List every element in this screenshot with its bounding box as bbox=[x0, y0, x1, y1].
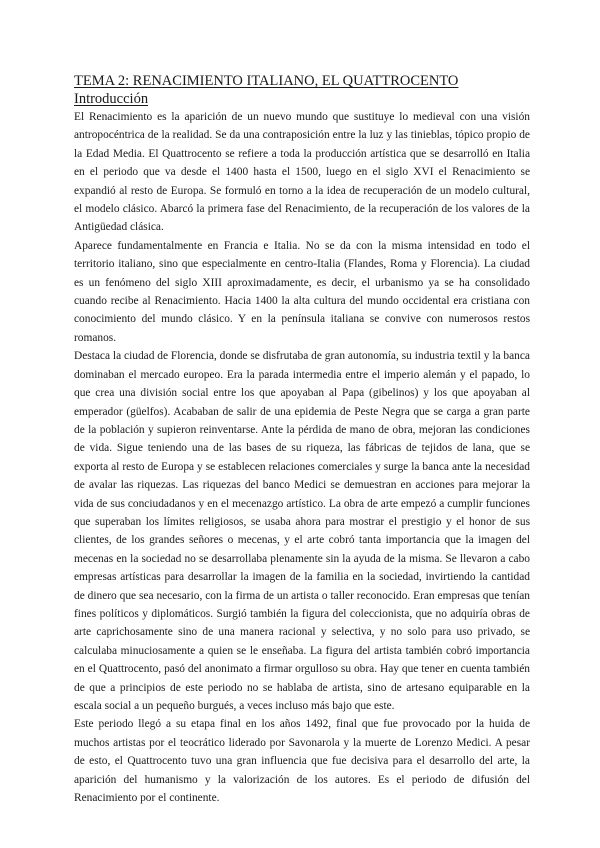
document-title: TEMA 2: RENACIMIENTO ITALIANO, EL QUATTROCENTO bbox=[74, 73, 459, 89]
paragraph-3: Destaca la ciudad de Florencia, donde se disfrutaba de gran autonomía, su industria textil y la banca dominaban el mercado europeo. Era la parada intermedia entre el imperio alemán y el papado, lo que crea una división social entre los que apoyaban al Papa (gibelinos) y los que apoyaban al emperador (güelfos). Acababan de salir de una epidemia de Peste Negra que se carga a gran parte de la población y supieron reinventarse. Ante la pérdida de mano de obra, mejoran las condiciones de vida. Sigue teniendo una de las bases de su riqueza, las fábricas de tejidos de lana, que se exporta al resto de Europa y se establecen relaciones comerciales y surge la banca ante la necesidad de avalar las riquezas. Las riquezas del banco Medici se demuestran en acciones para mejorar la vida de sus conciudadanos y en el mecenazgo artístico. La obra de arte empezó a cumplir funciones que superaban los límites religiosos, se usaba ahora para mostrar el prestigio y el honor de sus clientes, de los grandes señores o mecenas, y el arte cobró tanta importancia que la imagen del mecenas en la sociedad no se desarrollaba plenamente sin la ayuda de la misma. Se llevaron a cabo empresas artísticas para desarrollar la imagen de la familia en la sociedad, invirtiendo la cantidad de dinero que sea necesario, con la firma de un artista o taller reconocido. Eran empresas que tenían fines políticos y diplomáticos. Surgió también la figura del coleccionista, que no adquiría obras de arte caprichosamente sino de una manera racional y selectiva, y no solo para uso privado, se calculaba minuciosamente a quien se le enseñaba. La figura del artista también cobró importancia en el Quattrocento, pasó del anonimato a firmar orgulloso su obra. Hay que tener en cuenta también de que a principios de este periodo no se hablaba de artista, sino de artesano equiparable en la escala social a un pequeño burgués, a veces incluso más bajo que este. bbox=[74, 350, 530, 712]
section-heading-introduccion: Introducción bbox=[74, 91, 149, 107]
paragraph-2: Aparece fundamentalmente en Francia e Italia. No se da con la misma intensidad en todo el territorio italiano, sino que especialmente en centro-Italia (Flandes, Roma y Florencia). La ciudad es un fenómeno del siglo XIII aproximadamente, es decir, el urbanismo ya se ha consolidado cuando recibe al Renacimiento. Hacia 1400 la alta cultura del mundo occidental era cristiana con conocimiento del mundo clásico. Y en la península italiana se convive con numerosos restos romanos. bbox=[74, 239, 530, 344]
paragraph-1: El Renacimiento es la aparición de un nuevo mundo que sustituye lo medieval con una visión antropocéntrica de la realidad. Se da una contraposición entre la luz y las tinieblas, tópico propio de la Edad Media. El Quattrocento se refiere a toda la producción artística que se desarrolló en Italia en el periodo que va desde el 1400 hasta el 1500, luego en el siglo XVI el Renacimiento se expandió al resto de Europa. Se formuló en torno a la idea de recuperación de un modelo cultural, el modelo clásico. Abarcó la primera fase del Renacimiento, de la recuperación de los valores de la Antigüedad clásica. bbox=[74, 111, 530, 234]
document-page bbox=[74, 72, 530, 807]
paragraph-4: Este periodo llegó a su etapa final en los años 1492, final que fue provocado por la huida de muchos artistas por el teocrático liderado por Savonarola y la muerte de Lorenzo Medici. A pesar de esto, el Quattrocento tuvo una gran influencia que fue decisiva para el desarrollo del arte, la aparición del humanismo y la valorización de los autores. Es el periodo de difusión del Renacimiento por el continente. bbox=[74, 718, 530, 805]
